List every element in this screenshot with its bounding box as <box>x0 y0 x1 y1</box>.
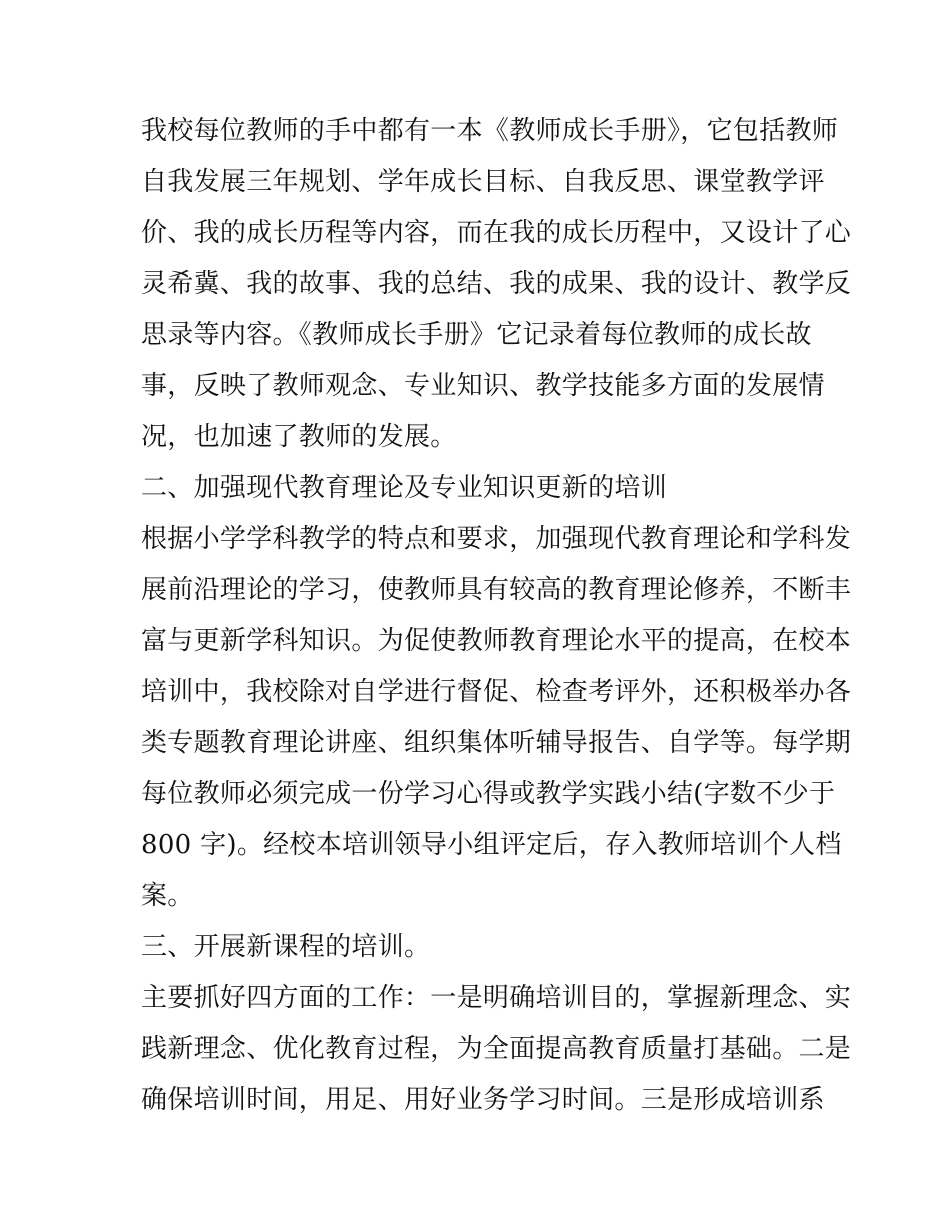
text-line: 践新理念、优化教育过程，为全面提高教育质量打基础。二是 <box>141 1034 852 1064</box>
text-line: 确保培训时间，用足、用好业务学习时间。三是形成培训系 <box>141 1085 825 1115</box>
text-line: 主要抓好四方面的工作：一是明确培训目的，掌握新理念、实 <box>141 983 852 1013</box>
text-line: 展前沿理论的学习，使教师具有较高的教育理论修养，不断丰 <box>141 575 852 605</box>
text-line: 灵希冀、我的故事、我的总结、我的成果、我的设计、教学反 <box>141 269 852 299</box>
text-line: 事，反映了教师观念、专业知识、教学技能多方面的发展情 <box>141 371 825 401</box>
text-line: 800 字)。经校本培训领导小组评定后，存入教师培训个人档 <box>141 830 842 860</box>
text-line: 富与更新学科知识。为促使教师教育理论水平的提高，在校本 <box>141 626 852 656</box>
text-line: 思录等内容。《教师成长手册》它记录着每位教师的成长故 <box>141 320 812 350</box>
text-line: 自我发展三年规划、学年成长目标、自我反思、课堂教学评 <box>141 167 825 197</box>
text-line: 每位教师必须完成一份学习心得或教学实践小结(字数不少于 <box>141 779 836 809</box>
text-line: 价、我的成长历程等内容，而在我的成长历程中，又设计了心 <box>141 218 852 248</box>
text-line: 况，也加速了教师的发展。 <box>141 422 457 452</box>
text-line: 案。 <box>141 881 194 911</box>
text-line: 培训中，我校除对自学进行督促、检查考评外，还积极举办各 <box>141 677 852 707</box>
text-line: 我校每位教师的手中都有一本《教师成长手册》，它包括教师 <box>141 116 839 146</box>
section-heading: 三、开展新课程的培训。 <box>141 932 431 962</box>
text-line: 类专题教育理论讲座、组织集体听辅导报告、自学等。每学期 <box>141 728 852 758</box>
section-heading: 二、加强现代教育理论及专业知识更新的培训 <box>141 473 668 503</box>
document-body <box>141 106 852 1126</box>
text-line: 根据小学学科教学的特点和要求，加强现代教育理论和学科发 <box>141 524 852 554</box>
